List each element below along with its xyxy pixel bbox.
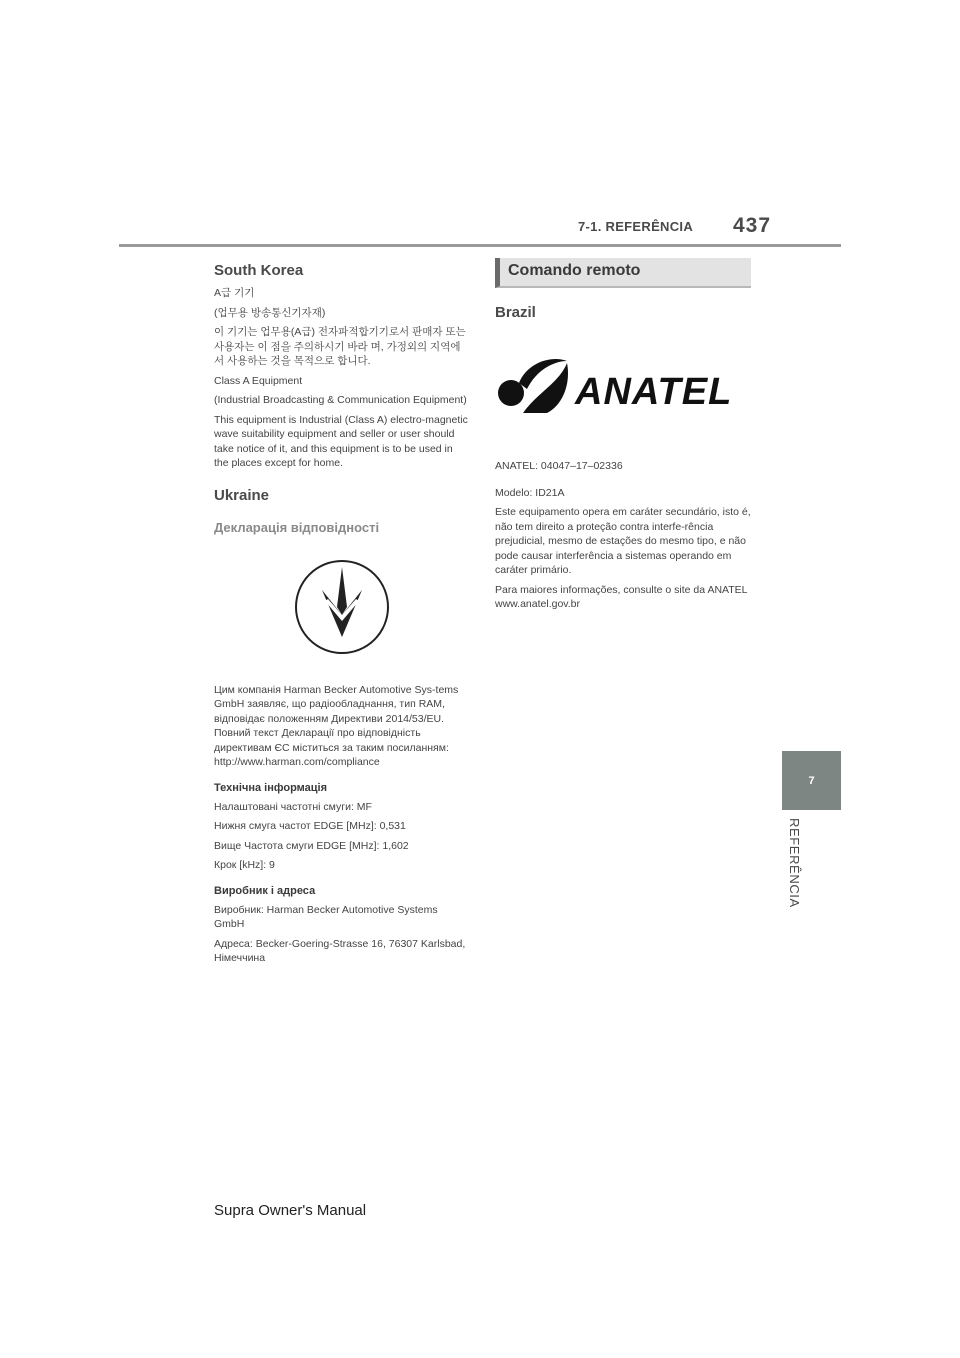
chapter-label: REFERÊNCIA: [787, 818, 802, 908]
tech-info-heading: Технічна інформація: [214, 781, 327, 794]
conformity-mark-icon: [292, 557, 392, 657]
anatel-number: ANATEL: 04047–17–02336: [495, 460, 623, 472]
tech-info-3: Вище Частота смуги EDGE [MHz]: 1,602: [214, 839, 409, 852]
korea-text-5: (Industrial Broadcasting & Communication Equipment): [214, 394, 467, 406]
anatel-logo: [495, 351, 751, 421]
section-title-box: [495, 258, 751, 288]
manufacturer-address: Адреса: Becker-Goering-Strasse 16, 76307 Karlsbad, Німеччина: [214, 937, 466, 964]
ukraine-subheading: Декларація відповідності: [214, 519, 380, 535]
chapter-number: 7: [808, 774, 815, 787]
korea-text-3: 이 기기는 업무용(A급) 전자파적합기기로서 판매자 또는 사용자는 이 점을 주의하시기 바라 며, 가정외의 지역에서 사용하는 것을 목적으로 합니다.: [214, 326, 466, 367]
footer-text: Supra Owner's Manual: [214, 1202, 367, 1219]
chapter-tab[interactable]: [782, 751, 841, 810]
header-divider: [119, 244, 841, 247]
page-number: 437: [733, 214, 772, 237]
korea-text-6: This equipment is Industrial (Class A) electro-magnetic wave suitability equipment and seller or user should take notice of it, and this equipment is to be used in the places except for home.: [214, 413, 468, 469]
model-text: Modelo: ID21A: [495, 486, 565, 499]
manufacturer-heading: Виробник і адреса: [214, 884, 316, 897]
anatel-info: Para maiores informações, consulte o site da ANATEL www.anatel.gov.br: [495, 583, 748, 610]
anatel-logo-text: ANATEL: [575, 371, 733, 413]
korea-text-2: (업무용 방송통신기자재): [214, 306, 326, 319]
section-title: Comando remoto: [508, 262, 641, 279]
anatel-emblem-icon: [497, 353, 573, 417]
brazil-heading: Brazil: [495, 304, 536, 321]
ukraine-declaration-text: Цим компанія Harman Becker Automotive Sys-tems GmbH заявляє, що радіообладнання, тип RAM, відповідає положенням Директиви 2014/53/EU. Повний текст Декларації про відповідність директивам ЄС міститься за таким посиланням: http://www.harman.com/compliance: [214, 683, 459, 768]
right-column: [495, 258, 751, 612]
anatel-notice: Este equipamento opera em caráter secundário, isto é, não tem direito a proteção contra interfe-rência prejudicial, mesmo de estações do mesmo tipo, e não pode causar interferência a sistemas operando em caráter primário.: [495, 506, 751, 576]
tech-info-2: Нижня смуга частот EDGE [MHz]: 0,531: [214, 820, 406, 832]
korea-text-1: A급 기기: [214, 287, 255, 299]
section-header: 7-1. REFERÊNCIA: [578, 219, 694, 234]
ukraine-heading: Ukraine: [214, 486, 270, 504]
manufacturer-text: Виробник: Harman Becker Automotive Systems GmbH: [214, 903, 438, 930]
korea-heading: South Korea: [214, 262, 304, 279]
tech-info-4: Крок [kHz]: 9: [214, 859, 275, 871]
left-column: [214, 262, 470, 966]
korea-text-4: Class A Equipment: [214, 374, 303, 387]
ukraine-conformity-logo: [214, 557, 470, 657]
tech-info-1: Налаштовані частотні смуги: MF: [214, 800, 372, 813]
